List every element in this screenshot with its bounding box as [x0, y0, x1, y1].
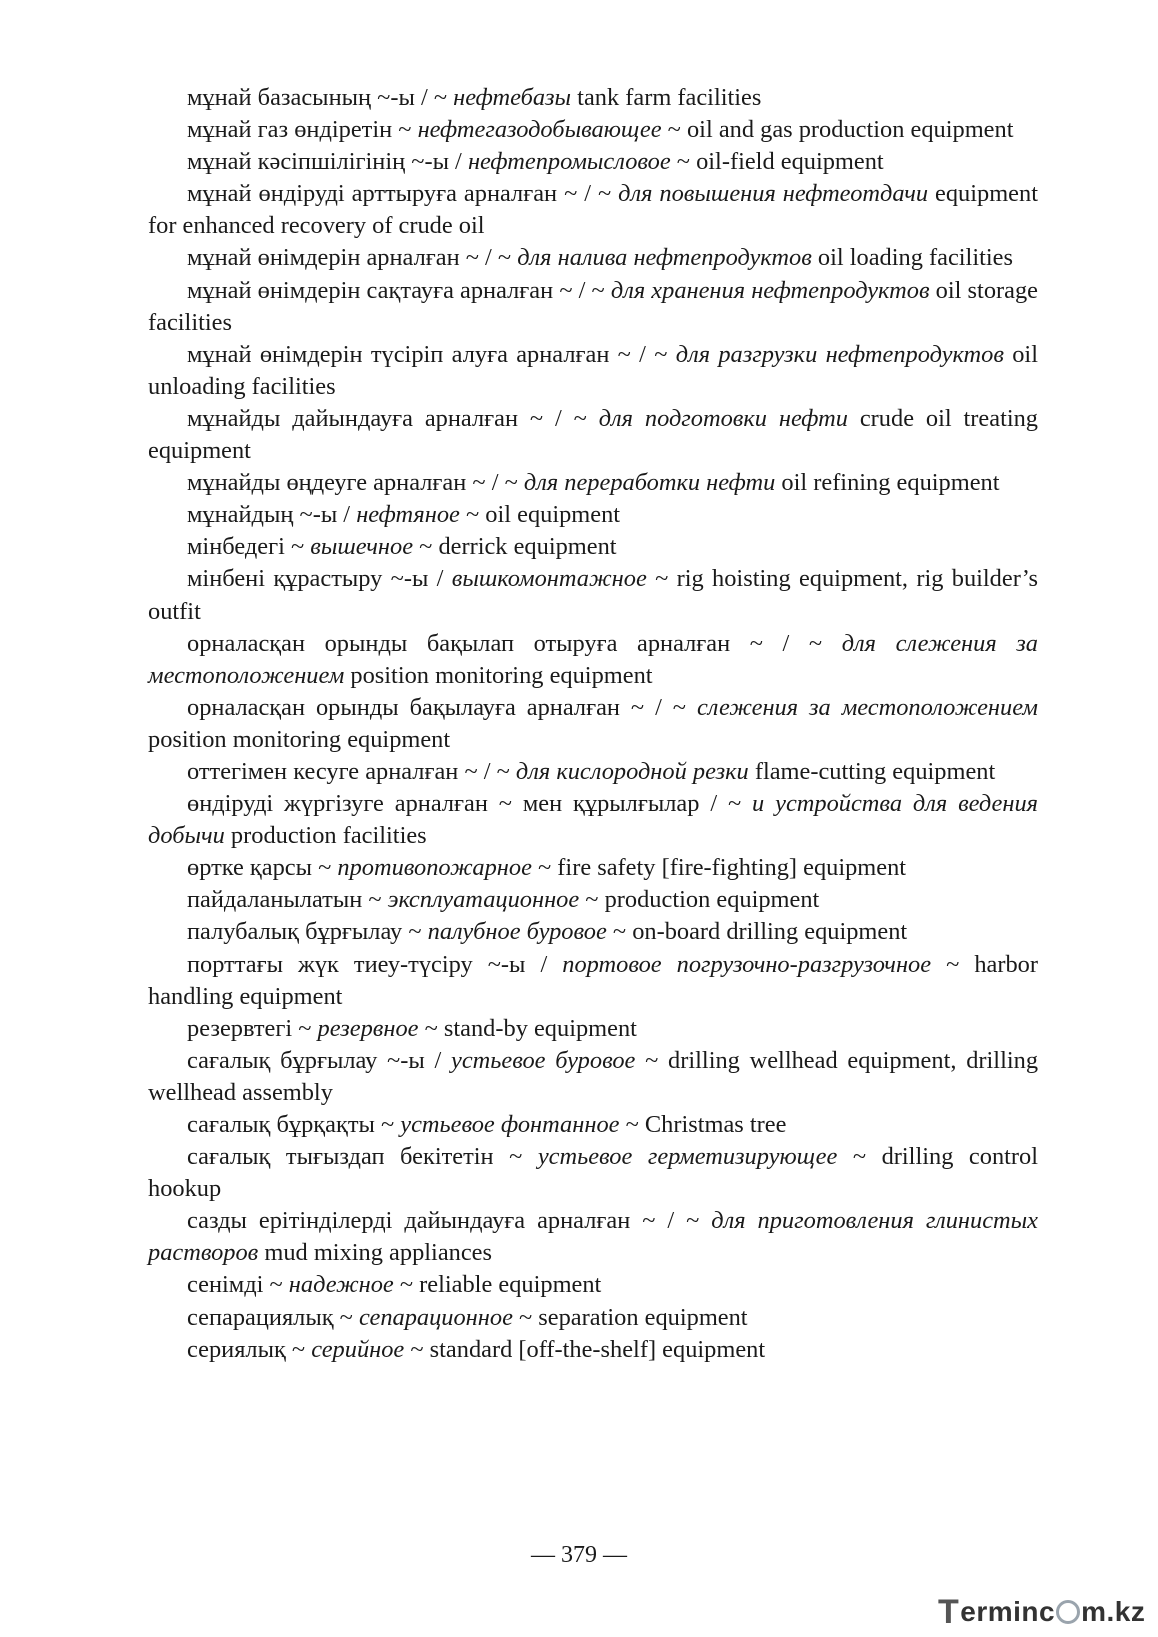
- page-number: — 379 —: [531, 1542, 627, 1568]
- dictionary-entry: мінбедегі ~ вышечное ~ derrick equipment: [187, 533, 617, 561]
- dictionary-entry: орналасқан орынды бақылап отыруға арналған ~ / ~ для слежения за местоположением position monitoring equipment: [148, 629, 1038, 689]
- dictionary-entry: резервтегі ~ резервное ~ stand-by equipment: [187, 1014, 637, 1042]
- dictionary-entry: сепарациялық ~ сепарационное ~ separation equipment: [187, 1303, 748, 1331]
- dictionary-entry: сағалық бұрқақты ~ устьевое фонтанное ~ Christmas tree: [187, 1111, 787, 1138]
- dictionary-entry: өртке қарсы ~ противопожарное ~ fire safety [fire-fighting] equipment: [187, 854, 907, 882]
- termincom-watermark-logo: [938, 1592, 1145, 1632]
- dictionary-entry: пайдаланылатын ~ эксплуатационное ~ production equipment: [187, 886, 820, 914]
- dictionary-entry: сағалық бұрғылау ~-ы / устьевое буровое ~ drilling wellhead equipment, drilling wellhead assembly: [148, 1046, 1039, 1106]
- dictionary-entry: мұнайды дайындауға арналған ~ / ~ для подготовки нефти crude oil treating equipment: [148, 404, 1039, 465]
- dictionary-entry: өндіруді жүргізуге арналған ~ мен құрылғылар / ~ и устройства для ведения добычи production facilities: [148, 790, 1038, 850]
- dictionary-entry: сериялық ~ серийное ~ standard [off-the-shelf] equipment: [187, 1335, 766, 1363]
- dictionary-entry: мұнай өндіруді арттыруға арналған ~ / ~ для повышения нефтеотдачи equipment for enhanced recovery of crude oil: [148, 180, 1038, 240]
- dictionary-entry: сағалық тығыздап бекітетін ~ устьевое герметизирующее ~ drilling control hookup: [148, 1143, 1039, 1203]
- dictionary-entry: мұнай базасының ~-ы / ~ нефтебазы tank farm facilities: [187, 84, 762, 111]
- dictionary-entry: мұнай өнімдерін арналған ~ / ~ для налива нефтепродуктов oil loading facilities: [187, 244, 1013, 272]
- dictionary-entry: орналасқан орынды бақылауға арналған ~ / ~ слежения за местоположением position monitoring equipment: [148, 693, 1038, 753]
- dictionary-entry: оттегімен кесуге арналған ~ / ~ для кислородной резки flame-cutting equipment: [187, 757, 996, 785]
- dictionary-entry: палубалық бұрғылау ~ палубное буровое ~ on-board drilling equipment: [187, 918, 908, 946]
- watermark-t-glyph: T: [938, 1592, 960, 1631]
- dictionary-entry: мұнай өнімдерін түсіріп алуға арналған ~ / ~ для разгрузки нефтепродуктов oil unloading facilities: [148, 340, 1038, 400]
- dictionary-entry: мұнай газ өндіретін ~ нефтегазодобывающее ~ oil and gas production equipment: [187, 116, 1014, 144]
- dictionary-entry: мінбені құрастыру ~-ы / вышкомонтажное ~ rig hoisting equipment, rig builder’s outfit: [148, 565, 1039, 625]
- dictionary-entry: сазды ерітінділерді дайындауға арналған ~ / ~ для приготовления глинистых растворов mud mixing appliances: [148, 1207, 1038, 1267]
- dictionary-entry: порттағы жүк тиеу-түсіру ~-ы / портовое погрузочно-разгрузочное ~ harbor handling equipment: [148, 950, 1038, 1010]
- dictionary-entry: сенімді ~ надежное ~ reliable equipment: [187, 1271, 602, 1299]
- dictionary-entry: мұнай кәсіпшілігінің ~-ы / нефтепромысловое ~ oil-field equipment: [187, 148, 884, 176]
- dictionary-entry: мұнай өнімдерін сақтауға арналған ~ / ~ для хранения нефтепродуктов oil storage facilities: [148, 276, 1038, 336]
- dictionary-entry: мұнайдың ~-ы / нефтяное ~ oil equipment: [187, 501, 621, 529]
- watermark-text-part1: erminc: [960, 1596, 1056, 1627]
- dictionary-page: [148, 82, 1038, 1366]
- dictionary-entry: мұнайды өңдеуге арналған ~ / ~ для переработки нефти oil refining equipment: [187, 469, 1000, 497]
- watermark-text-part2: m.kz: [1081, 1596, 1146, 1627]
- watermark-o-ring-icon: [1056, 1600, 1080, 1624]
